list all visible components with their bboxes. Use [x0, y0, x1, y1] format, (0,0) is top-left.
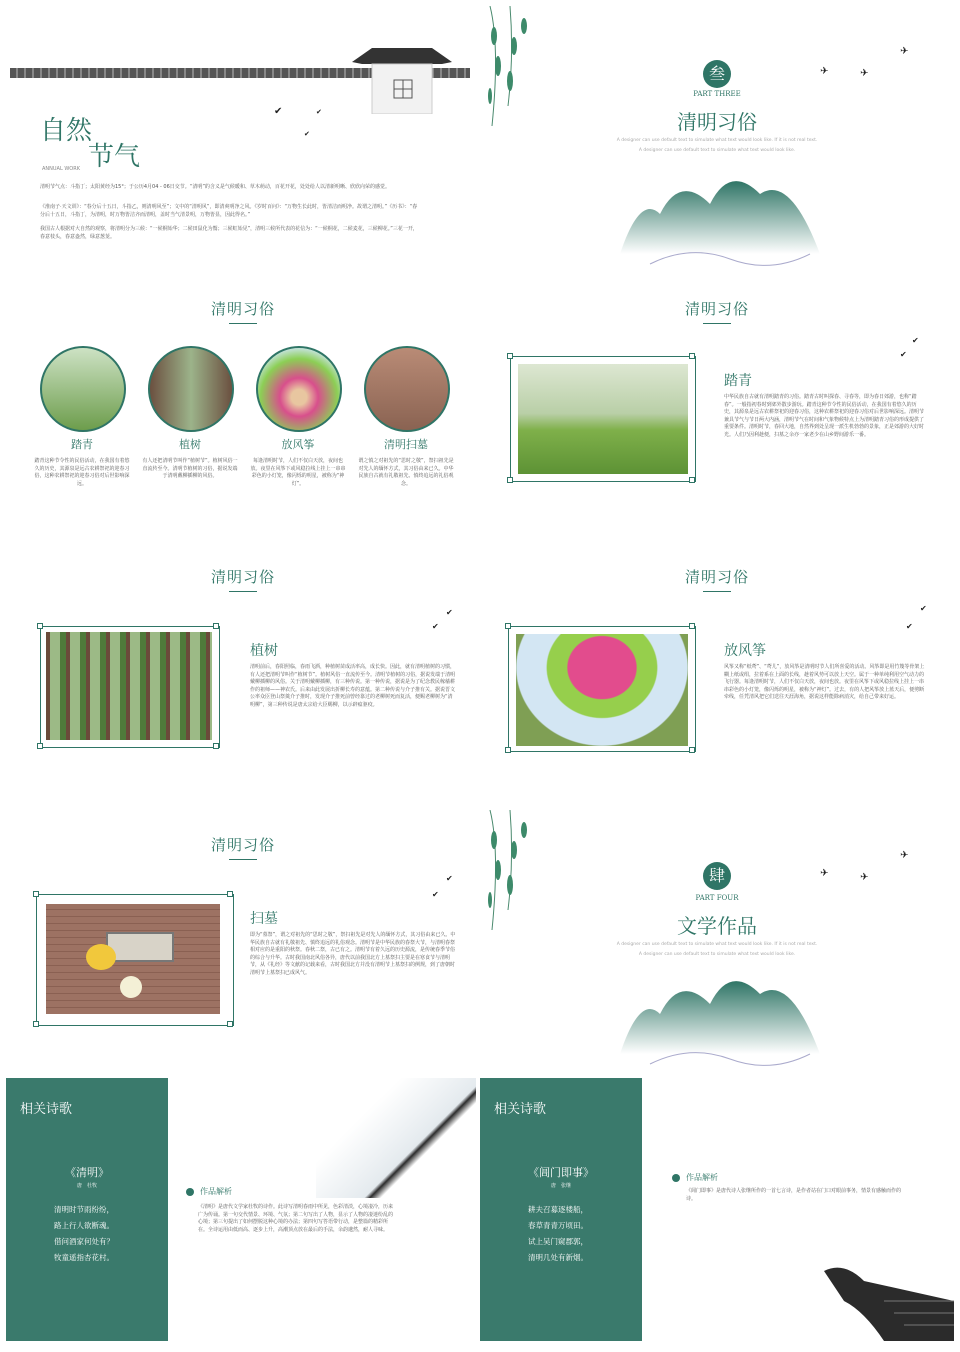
analysis-bullet [672, 1174, 680, 1182]
pavilion [352, 44, 452, 114]
custom-item [358, 346, 454, 488]
bird-icon: ✈ [860, 68, 869, 79]
poem-panel [6, 1078, 168, 1341]
photo-kite [516, 634, 688, 746]
heading: 放风筝 [724, 643, 766, 659]
analysis-text: 《清明》是唐代文学家杜牧的诗作。此诗写清明春雨中所见，色彩清淡，心境凄冷，历来广为传诵。第一句交代情景、环境、气氛；第二句写出了人物，显示了人物的凄迷纷乱的心境；第三句提出了如何摆脱这种心境的办法；第四句写答语带行动，是整篇的精彩所在。全诗运用由低而高、逐步上升，高潮顶点放在最后的手法，余韵邈然，耐人寻味。 [198, 1204, 394, 1233]
item-label: 植树 [179, 438, 201, 451]
item-text: 有人还把清明节叫作“植树节”。植树风俗一直流传至今。清明节植树的习俗，据说发端于清明戴柳插柳的风俗。 [142, 458, 238, 479]
frame-corner [227, 1021, 233, 1027]
bird-icon: ✔ [432, 890, 439, 899]
poem-author: 唐 张继 [550, 1183, 571, 1189]
title-line1: 自然 [40, 116, 93, 146]
memorial-plaque [106, 932, 174, 962]
item-label: 踏青 [71, 438, 93, 451]
heading: 踏青 [724, 373, 752, 389]
pavilion-icon [352, 44, 452, 114]
frame-corner [37, 743, 43, 749]
slide-tomb-sweeping [6, 810, 480, 1073]
poem-line: 试上吴门窥郡郭， [528, 1237, 588, 1246]
item-label: 放风筝 [281, 438, 315, 451]
part-number: 肆 [708, 866, 725, 885]
frame-corner [33, 1021, 39, 1027]
frame-corner [213, 743, 219, 749]
bird-icon: ✔ [446, 874, 453, 883]
photo-circle [148, 346, 234, 432]
paragraph: 我国古人根据对大自然的观察，将清明分为三候：“一候桐始华；二候田鼠化为鴽；三候虹始见”，清明三候所代表的花信为：“一候桐花，二候麦花，三候柳花。”三花一开，春意枝头，春意盎然，绿意葱茏。 [40, 226, 418, 240]
bird-icon: ✈ [860, 872, 869, 883]
bird-icon: ✈ [820, 66, 829, 77]
photo-family [518, 364, 688, 474]
frame-corner [227, 891, 233, 897]
mountain-icon [610, 964, 830, 1069]
analysis-title: 作品解析 [200, 1187, 232, 1196]
paragraph: 清明节气点：斗指丁；太阳黄经为15°；于公历4月04 - 06日交节。“清明”的含义是气候暖和、草木萌动，百花开花，处处给人以清新明晰、欣欣向荣的感觉。 [40, 184, 390, 190]
poem-title: 《阊门即事》 [528, 1166, 594, 1179]
poem-line: 借问酒家何处有？ [54, 1237, 114, 1246]
bird-icon: ✔ [920, 604, 927, 613]
body-text: 中华民族自古就有清明踏青的习俗。踏青古时叫探春、寻春等，即为春日郊游，也称“踏春”。一般指初春时到郊外散步游玩。踏青这种节令性的民俗活动，在我国有着悠久的历史，其源泉是远古农耕祭祀的迎春习俗，这种农耕祭祀的迎春习俗对后世影响深远。清明节兼具节气与节日两大内涵，清明节气在时间和气象物候特点上为清明踏青习俗的形成提供了重要条件。清明时节，春回大地，自然界到处呈现一派生机勃勃的景象，正是郊游的大好时光。人们乃因利趁便，扫墓之余亦一家老少在山乡野间游乐一番。 [724, 394, 925, 438]
poem-title: 《清明》 [65, 1166, 109, 1179]
section-title: 清明习俗 [6, 298, 480, 324]
bird-icon: ✔ [446, 608, 453, 617]
bird-icon: ✔ [432, 622, 439, 631]
section-title: 清明习俗 [6, 566, 480, 592]
custom-item [34, 346, 130, 488]
description: A designer can use default text to simulate what text would look like. If it is not real text. [616, 138, 818, 143]
bird-icon: ✔ [316, 108, 322, 116]
bird-icon: ✔ [274, 106, 283, 117]
bird-icon: ✈ [820, 868, 829, 879]
roof-eave [316, 1078, 476, 1198]
poem-line: 牧童遥指杏花村。 [54, 1253, 114, 1262]
frame-corner [505, 623, 511, 629]
analysis-bullet [186, 1188, 194, 1196]
frame-corner [213, 623, 219, 629]
body-text: 风筝又称“纸鸢”、“鸢儿”，放风筝是清明时节人们所喜爱的活动。风筝即是用竹篾等骨架上糊上纸或绢，拉着系在上面的长线，趁着风势可以放上天空。属于一种单纯利用空气动力的飞行器。每逢清明时节，人们不仅白天放，夜间也放。夜里在风筝下或风稳拉线上挂上一串串彩色的小灯笼，像闪烁的明星，被称为“神灯”。过去，有的人把风筝放上蓝天后，便剪断牵线，任凭清风把它们送往天涯海角，据说这样能除病消灾，给自己带来好运。 [724, 664, 925, 700]
frame-corner [33, 891, 39, 897]
poem-lines [54, 1202, 114, 1266]
poem-panel [480, 1078, 642, 1341]
frame-corner [507, 477, 513, 483]
title-line2: 节气 [88, 142, 141, 172]
heading: 扫墓 [250, 911, 278, 927]
item-text: 谓之慎之对祖先的“思时之敬”，祭扫祖先是对先人的缅怀方式，其习俗由来已久。中华民族自古就有礼敬祖先、慎终追远的礼俗观念。 [358, 458, 454, 487]
poem-line: 清明几处有新烟。 [528, 1253, 588, 1262]
analysis-title: 作品解析 [686, 1173, 718, 1182]
frame-corner [507, 353, 513, 359]
paragraph: 《淮南子·天文训》：“春分后十五日，斗指乙，则清明风至”；文中的“清明风”，即清爽明净之风。《岁时百问》：“万物生长此时，皆清洁而明净。故谓之清明。”《历书》：“春分后十五日，斗指丁，为清明，时万物皆洁齐而清明，盖时当气清景明，万物皆显，因此得名。” [40, 204, 418, 218]
frame-corner [689, 353, 695, 359]
bird-icon: ✔ [900, 350, 907, 359]
mountain-icon [610, 164, 830, 269]
part-label: PART THREE [693, 90, 741, 98]
poem-line: 耕夫召募逐楼船， [528, 1205, 588, 1214]
photo-memorial [46, 904, 220, 1014]
bird-icon: ✈ [900, 850, 909, 861]
slide-customs-overview [6, 274, 480, 537]
roof-corner-icon [824, 1241, 954, 1341]
poem-line: 春草青青万顷田。 [528, 1221, 588, 1230]
panel-title: 相关诗歌 [494, 1102, 547, 1117]
item-label: 清明扫墓 [384, 438, 428, 451]
item-text: 每逢清明时节，人们不仅白天放，夜间也放。夜里在风筝下或风稳拉线上挂上一串串彩色的小灯笼，像闪烁的明星，被称为“神灯”。 [250, 458, 346, 487]
bird-icon: ✔ [906, 622, 913, 631]
poem-line: 清明时节雨纷纷， [54, 1205, 114, 1214]
bird-icon: ✈ [900, 46, 909, 57]
subtitle: ANNUAL WORK [42, 166, 80, 172]
slide-kite-flying [480, 542, 954, 805]
part-number-badge [703, 60, 731, 88]
slide-part-four [480, 810, 954, 1073]
panel-title: 相关诗歌 [20, 1102, 73, 1117]
slide-natural-solar-term [6, 6, 480, 269]
photo-circle [40, 346, 126, 432]
photo-circle [256, 346, 342, 432]
bird-icon: ✔ [912, 336, 919, 345]
page-title [40, 118, 140, 170]
custom-item [142, 346, 238, 481]
slide-part-three [480, 6, 954, 269]
description: A designer can use default text to simulate what text would look like. [638, 952, 796, 957]
slide-taqing [480, 274, 954, 537]
heading: 植树 [250, 643, 278, 659]
poem-lines [528, 1202, 588, 1266]
section-title: 清明习俗 [480, 566, 954, 592]
slide-poem-changmen [480, 1078, 954, 1341]
frame-corner [689, 477, 695, 483]
bird-icon: ✔ [304, 130, 310, 138]
poem-line: 路上行人欲断魂。 [54, 1221, 114, 1230]
description: A designer can use default text to simulate what text would look like. If it is not real text. [616, 942, 818, 947]
section-title: 清明习俗 [480, 298, 954, 324]
frame-corner [689, 623, 695, 629]
photo-circle [364, 346, 450, 432]
body-text: 清明前后，春阳照临，春雨飞洒，种植树苗成活率高，成长快。因此，就有清明植树的习惯，有人还把清明节叫作“植树节”。植树风俗一直流传至今。清明节植树的习俗，据说发端于清明戴柳插柳的风俗。关于清明戴柳插柳，有三种传说。第一种传说，据说是为了纪念教民稼穑耕作的祖师——神农氏。后来由此发展出折柳长寿的意蕴。第二种传说与介子推有关。据说晋文公率众臣登山祭奠介子推时，发现介子推死前曾经靠过的老柳树死而复活，便赐老柳树为“清明柳”，第三种传说是唐太宗给大臣赐柳，以示辟瘟驱疫。 [250, 664, 456, 708]
part-number-badge [703, 862, 731, 890]
slide-tree-planting [6, 542, 480, 805]
flower-wreath [86, 944, 116, 970]
part-label: PART FOUR [695, 894, 739, 902]
poem-author: 唐 杜牧 [76, 1183, 97, 1189]
section-title: 清明习俗 [6, 834, 480, 860]
slide-poem-qingming [6, 1078, 480, 1341]
description: A designer can use default text to simulate what text would look like. [638, 148, 796, 153]
part-number: 叁 [708, 64, 725, 83]
item-text: 踏青这种节令性的民俗活动，在我国有着悠久的历史，其源泉是远古农耕祭祀的迎春习俗，这种农耕祭祀的迎春习俗对后世影响深远。 [34, 458, 130, 487]
analysis-text: 《阊门即事》是唐代诗人张继所作的一首七言诗，是作者站在门口对眼前事务，情景有感触而作的诗。 [686, 1188, 902, 1202]
photo-forest [46, 632, 212, 740]
frame-corner [37, 623, 43, 629]
section-title: 清明习俗 [677, 110, 757, 134]
flower-wreath [120, 976, 142, 998]
frame-corner [505, 747, 511, 753]
section-title: 文学作品 [677, 914, 757, 938]
custom-item [250, 346, 346, 488]
frame-corner [689, 747, 695, 753]
body-text: 即为“墓祭”，谓之对祖先的“思时之敬”，祭扫祖先是对先人的缅怀方式，其习俗由来已久。中华民族自古就有礼敬祖先、慎终追远的礼俗观念。清明节是中华民族的春祭大节，与清明春祭相对应的是重阳的秋祭。春秋二祭，古已有之。清明节有着久远的历史源流，是传统春季节俗的综合与升华。古时我国南北风俗各异，唐代以前我国北方上墓祭扫主要是在寒食节与清明节，从《礼经》等文献的记载来看，古时我国北方并没有清明节上墓祭扫的例规，到了唐朝时清明节上墓祭扫已成风气。 [250, 932, 456, 976]
